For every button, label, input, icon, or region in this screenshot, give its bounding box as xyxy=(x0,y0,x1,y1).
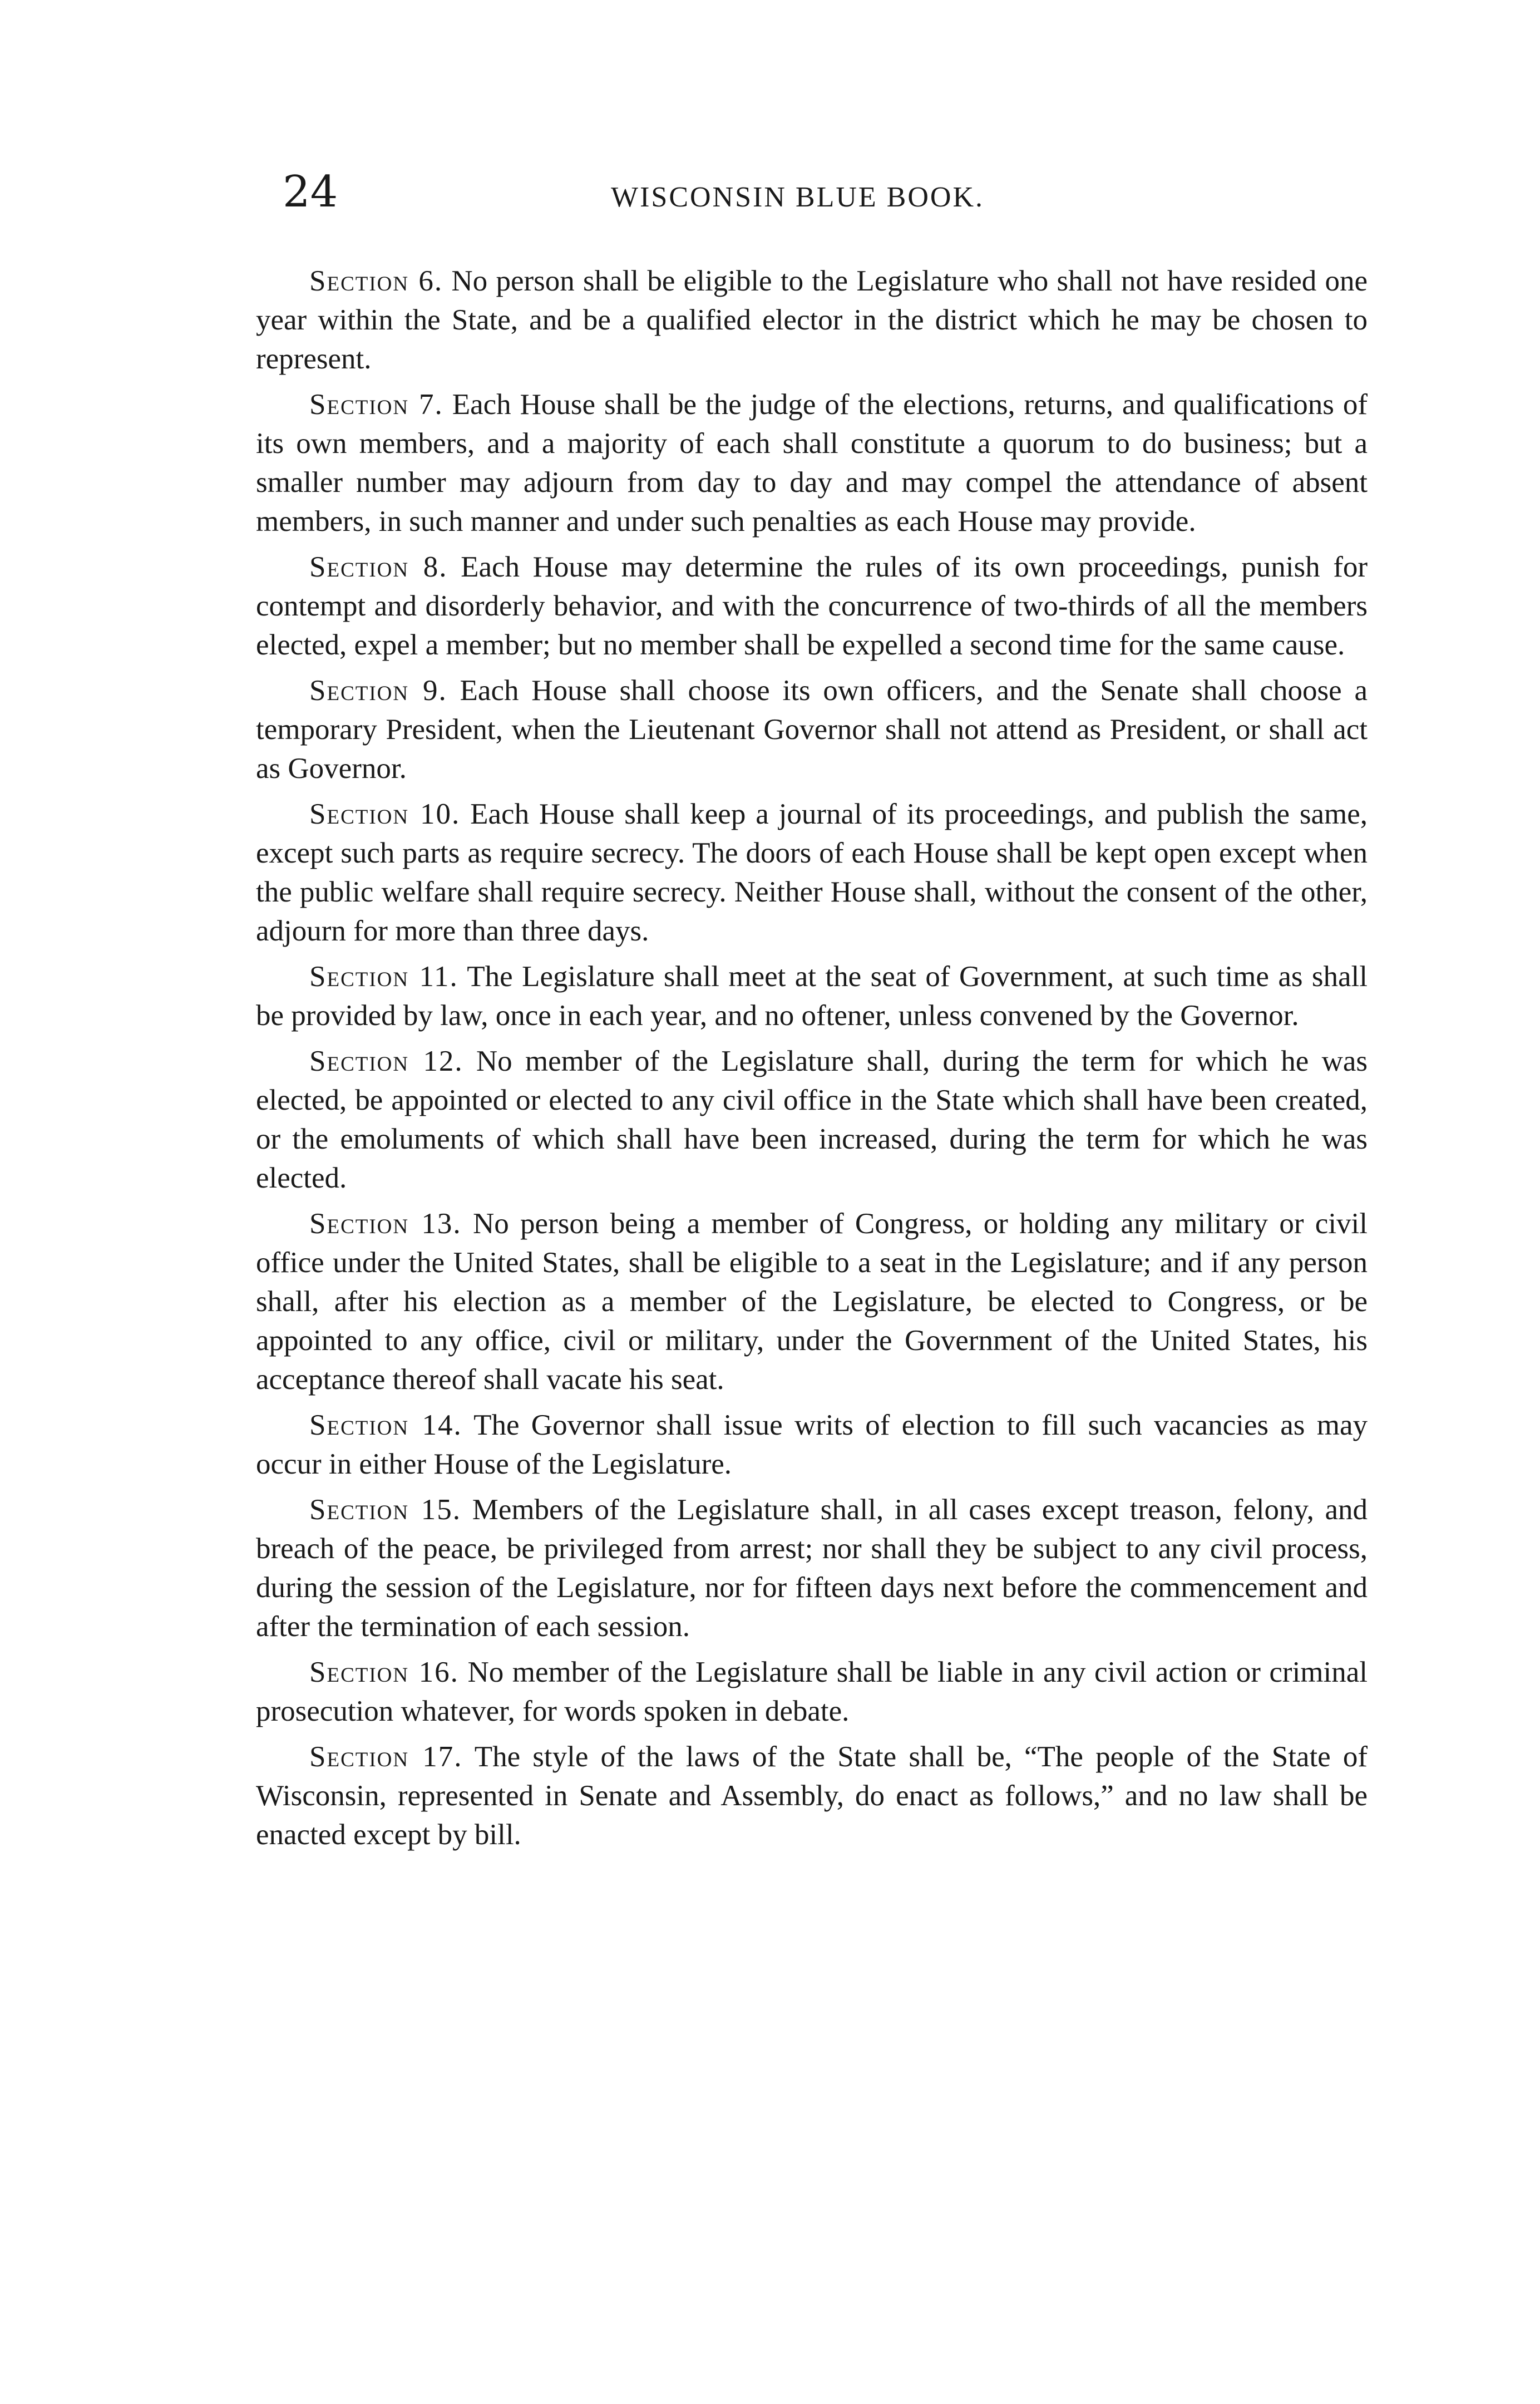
section-8 xyxy=(256,548,1368,664)
section-label: Section 11. xyxy=(309,960,458,993)
section-label: Section 10. xyxy=(309,798,461,830)
section-label: Section 9. xyxy=(309,674,447,707)
section-13 xyxy=(256,1204,1368,1399)
section-text: No member of the Legislature shall, during the term for which he was elected, be appointed or elected to any civil office in the State which shall have been created, or the emoluments of which shall have been increased, during the term for which he was elected. xyxy=(256,1045,1368,1194)
section-15 xyxy=(256,1490,1368,1646)
section-label: Section 15. xyxy=(309,1494,462,1526)
section-14 xyxy=(256,1406,1368,1484)
page-number: 24 xyxy=(283,167,338,217)
section-label: Section 12. xyxy=(309,1045,463,1077)
section-text: Each House shall keep a journal of its proceedings, and publish the same, except such parts as require secrecy. The doors of each House shall be kept open except when the public welfare shall require secrecy. Neither House shall, without the consent of the other, adjourn for more than three days. xyxy=(256,798,1368,947)
section-text: The style of the laws of the State shall be, “The people of the State of Wisconsin, represented in Senate and Assembly, do enact as follows,” and no law shall be enacted except by bill. xyxy=(256,1741,1368,1851)
section-label: Section 16. xyxy=(309,1656,459,1688)
section-text: Each House shall be the judge of the elections, returns, and qualifications of its own members, and a majority of each shall constitute a quorum to do business; but a smaller number may adjourn from day to day and may compel the attendance of absent members, in such manner and under such penalties as each House may provide. xyxy=(256,388,1368,538)
section-label: Section 17. xyxy=(309,1741,463,1773)
section-label: Section 13. xyxy=(309,1208,462,1240)
running-title: WISCONSIN BLUE BOOK. xyxy=(611,181,984,213)
body-text xyxy=(256,262,1368,1861)
page-header xyxy=(283,167,1089,245)
section-text: No member of the Legislature shall be liable in any civil action or criminal prosecution whatever, for words spoken in debate. xyxy=(256,1656,1368,1727)
section-label: Section 6. xyxy=(309,265,443,297)
section-12 xyxy=(256,1042,1368,1198)
section-9 xyxy=(256,671,1368,788)
section-text: The Legislature shall meet at the seat of Government, at such time as shall be provided by law, once in each year, and no oftener, unless convened by the Governor. xyxy=(256,960,1368,1032)
section-17 xyxy=(256,1737,1368,1854)
section-16 xyxy=(256,1653,1368,1731)
section-text: Each House may determine the rules of its own proceedings, punish for contempt and disorderly behavior, and with the concurrence of two-thirds of all the members elected, expel a member; but no member shall be expelled a second time for the same cause. xyxy=(256,551,1368,661)
section-6 xyxy=(256,262,1368,378)
section-label: Section 14. xyxy=(309,1409,462,1441)
section-11 xyxy=(256,957,1368,1035)
section-label: Section 7. xyxy=(309,388,443,421)
section-text: The Governor shall issue writs of election to fill such vacancies as may occur in either House of the Legislature. xyxy=(256,1409,1368,1480)
section-text: No person shall be eligible to the Legislature who shall not have resided one year within the State, and be a qualified elector in the district which he may be chosen to represent. xyxy=(256,265,1368,375)
section-label: Section 8. xyxy=(309,551,448,583)
section-10 xyxy=(256,795,1368,950)
section-text: Each House shall choose its own officers, and the Senate shall choose a temporary President, when the Lieutenant Governor shall not attend as President, or shall act as Governor. xyxy=(256,674,1368,785)
section-text: No person being a member of Congress, or holding any military or civil office under the United States, shall be eligible to a seat in the Legislature; and if any person shall, after his election as a member of the Legislature, be elected to Congress, or be appointed to any office, civil or military, under the Government of the United States, his acceptance thereof shall vacate his seat. xyxy=(256,1208,1368,1396)
section-7 xyxy=(256,385,1368,541)
section-text: Members of the Legislature shall, in all cases except treason, felony, and breach of the peace, be privileged from arrest; nor shall they be subject to any civil process, during the session of the Legislature, nor for fifteen days next before the commencement and after the termination of each session. xyxy=(256,1494,1368,1643)
